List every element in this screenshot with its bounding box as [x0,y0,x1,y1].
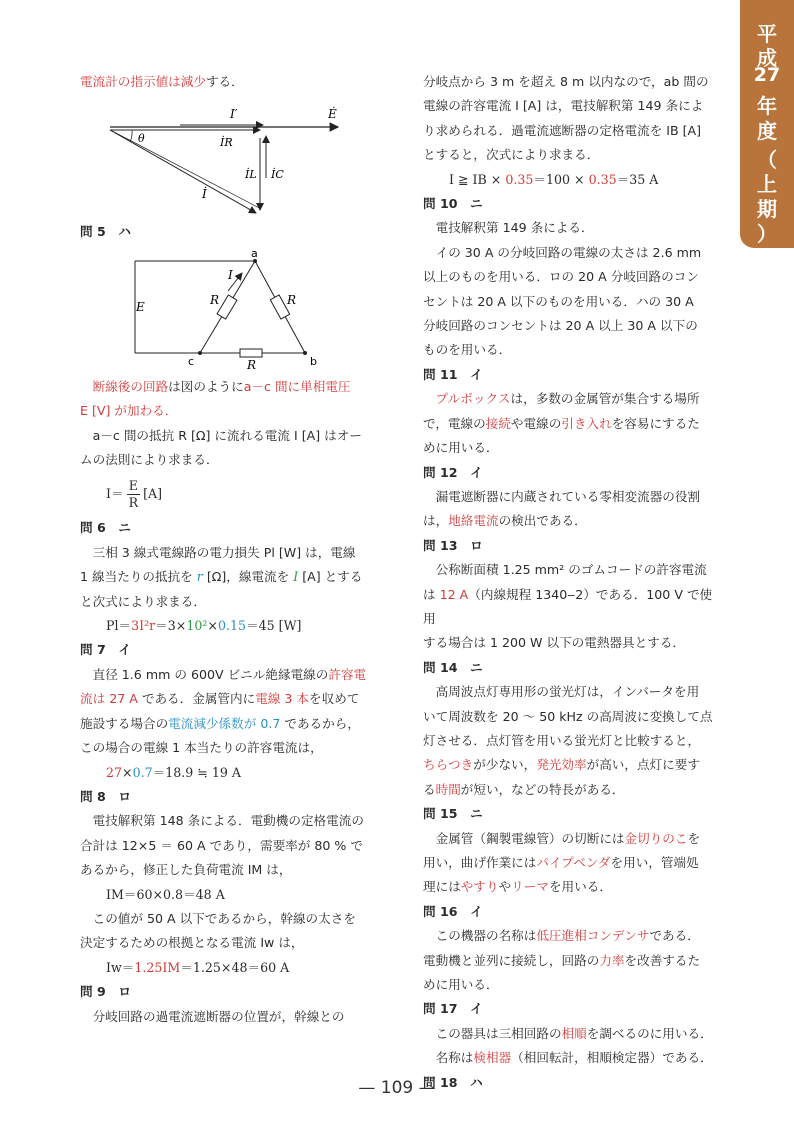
question-heading: 問 17 イ [423,1001,483,1017]
phasor-diagram [80,98,376,216]
text-line: する場合は 1 200 W 以下の電熱器具とする． [423,635,686,651]
text-line: 電技解釈第 148 条による．電動機の定格電流の [92,813,364,829]
text-line: 三相 3 線式電線路の電力損失 Pl [W] は，電線 [92,544,356,560]
text-line: この器具は三相回路の相順を調べるのに用いる． [435,1025,713,1041]
left-column [80,70,376,1029]
question-heading: 問 18 ハ [423,1074,483,1090]
text-line: a－c 間の抵抗 R [Ω] に流れる電流 I [A] はオー [92,427,362,443]
node-c: c [188,354,195,368]
tab-char: （ [757,148,777,172]
text-line: で，電線の接続や電線の引き入れを容易にするた [423,415,700,431]
tab-char: 年 [757,94,777,118]
question-heading: 問 9 ロ [80,984,131,1000]
text-line: 灯させる．点灯管を用いる蛍光灯と比較すると， [423,732,701,748]
text-line: この値が 50 A 以下であるから，幹線の太さを [92,910,356,926]
label-IC: İC [271,168,284,182]
text-line: イの 30 A の分岐回路の電線の太さは 2.6 mm [435,244,702,260]
text-line: 電流計の指示値は減少する． [80,74,244,89]
text-line: は 12 A（内線規程 1340‒2）である．100 V で使用 [423,586,713,626]
text-line: 漏電遮断器に内蔵されている零相変流器の役割 [435,488,701,504]
text-line: 流は 27 A である．金属管内に電線 3 本を収めて [80,691,360,707]
text-line: る時間が短い，などの特長がある． [423,781,625,797]
question-heading: 問 11 イ [423,366,483,382]
equation-current: 27×0.7＝18.9 ≒ 19 A [106,764,241,780]
question-heading: 問 8 ロ [80,788,131,804]
label-Iprime: I′ [230,107,238,122]
question-heading: 問 6 ニ [80,520,131,536]
label-IL: İL [245,168,257,182]
text-line: 直径 1.6 mm の 600V ビニル絶縁電線の許容電 [92,666,367,682]
node-a: a [251,248,258,260]
text-line: E [V] が加わる． [80,403,178,419]
text-line: いて周波数を 20 ～ 50 kHz の高周波に変換して点 [423,708,713,724]
text-line: 電技解釈第 149 条による． [435,220,594,236]
text-line: と次式により求まる． [80,593,206,609]
text-line: 施設する場合の電流減少係数が 0.7 であるから， [80,715,360,731]
text-line: あるから，修正した負荷電流 IM は， [80,862,292,878]
text-line: めに用いる． [423,977,499,993]
question-heading: 問 5 ハ [80,224,131,240]
tab-char: 期 [757,197,777,221]
label-E: Ė [328,107,337,122]
year-tab [740,0,794,248]
text-line: 公称断面積 1.25 mm² のゴムコードの許容電流 [435,562,707,578]
label-R: R [247,357,257,371]
equation-loss: Pl＝3I²r＝3×10²×0.15＝45 [W] [106,618,302,634]
equation-ohm: I＝ $\frac{E}{R}$ [A] [106,478,162,511]
tab-number: 27 [753,64,781,86]
question-heading: 問 13 ロ [423,537,483,553]
label-R: R [287,292,297,307]
tab-char: 平 [757,22,777,46]
text-line: 電線の許容電流 I [A] は，電技解釈第 149 条によ [423,98,704,114]
question-heading: 問 12 イ [423,464,483,480]
text-line: 高周波点灯専用形の蛍光灯は，インバータを用 [435,684,700,700]
text-line: 合計は 12×5 ＝ 60 A であり，需要率が 80 % で [80,837,363,853]
text-line: 分岐回路の過電流遮断器の位置が，幹線との [92,1008,345,1024]
text-line: 電動機と並列に接続し，回路の力率を改善するた [423,952,701,968]
tab-char: 度 [757,119,777,143]
text-line: 断線後の回路は図のようにa－c 間に単相電圧 [92,378,351,394]
question-heading: 問 14 ニ [423,659,483,675]
text-line: セントは 20 A 以下のものを用いる．ハの 30 A [423,293,694,309]
text-line: は，地絡電流の検出である． [423,513,587,529]
text-line: 1 線当たりの抵抗を r [Ω]，線電流を I [A] とする [80,569,363,585]
label-IR: İR [220,136,233,150]
text-line: 名称は検相器（相回転計，相順検定器）である． [435,1050,713,1066]
equation-allowable: I ≧ IB × 0.35＝100 × 0.35＝35 A [449,171,659,187]
page-number: — 109 — [358,1078,436,1098]
text-line: ムの法則により求まる． [80,452,219,468]
question-heading: 問 10 ニ [423,196,483,212]
text-line: り求められる．過電流遮断器の定格電流を IB [A] [423,122,702,138]
label-theta: θ [138,132,145,146]
tab-char: 成 [757,46,777,70]
text-line: 金属管（鋼製電線管）の切断には金切りのこを [435,830,701,846]
text-line: ものを用いる． [423,342,512,358]
text-line: プルボックスは，多数の金属管が集合する場所 [435,391,700,407]
question-heading: 問 7 イ [80,642,131,658]
label-R: R [210,292,220,307]
text-line: ちらつきが少ない，発光効率が高い，点灯に要す [423,757,700,773]
text-line: 分岐点から 3 m を超え 8 m 以内なので，ab 間の [423,74,709,89]
question-heading: 問 15 ニ [423,806,483,822]
circuit-diagram [80,249,376,371]
text-line: この機器の名称は低圧進相コンデンサである． [435,928,700,944]
right-column [423,70,715,1095]
text-line: 理にはやすりやリーマを用いる． [423,879,612,895]
question-heading: 問 16 イ [423,903,483,919]
tab-char: 上 [757,172,777,196]
tab-char: ） [757,222,777,246]
label-E: E [136,299,145,314]
text-line: めに用いる． [423,440,499,456]
text-line: とすると，次式により求まる． [423,147,600,163]
text-line: 用い，曲げ作業にはパイプベンダを用い，管端処 [423,855,699,870]
text-line: 決定するための根拠となる電流 Iw は， [80,935,304,951]
text-line: この場合の電線 1 本当たりの許容電流は， [80,740,323,756]
equation-wire: Iw＝1.25IM＝1.25×48＝60 A [106,959,290,975]
text-line: 以上のものを用いる．ロの 20 A 分岐回路のコン [423,269,699,285]
label-I: I [228,267,233,282]
equation-load: IM＝60×0.8＝48 A [106,886,225,902]
text-line: 分岐回路のコンセントは 20 A 以上 30 A 以下の [423,318,698,334]
label-I: İ [202,187,207,202]
node-b: b [310,354,317,368]
